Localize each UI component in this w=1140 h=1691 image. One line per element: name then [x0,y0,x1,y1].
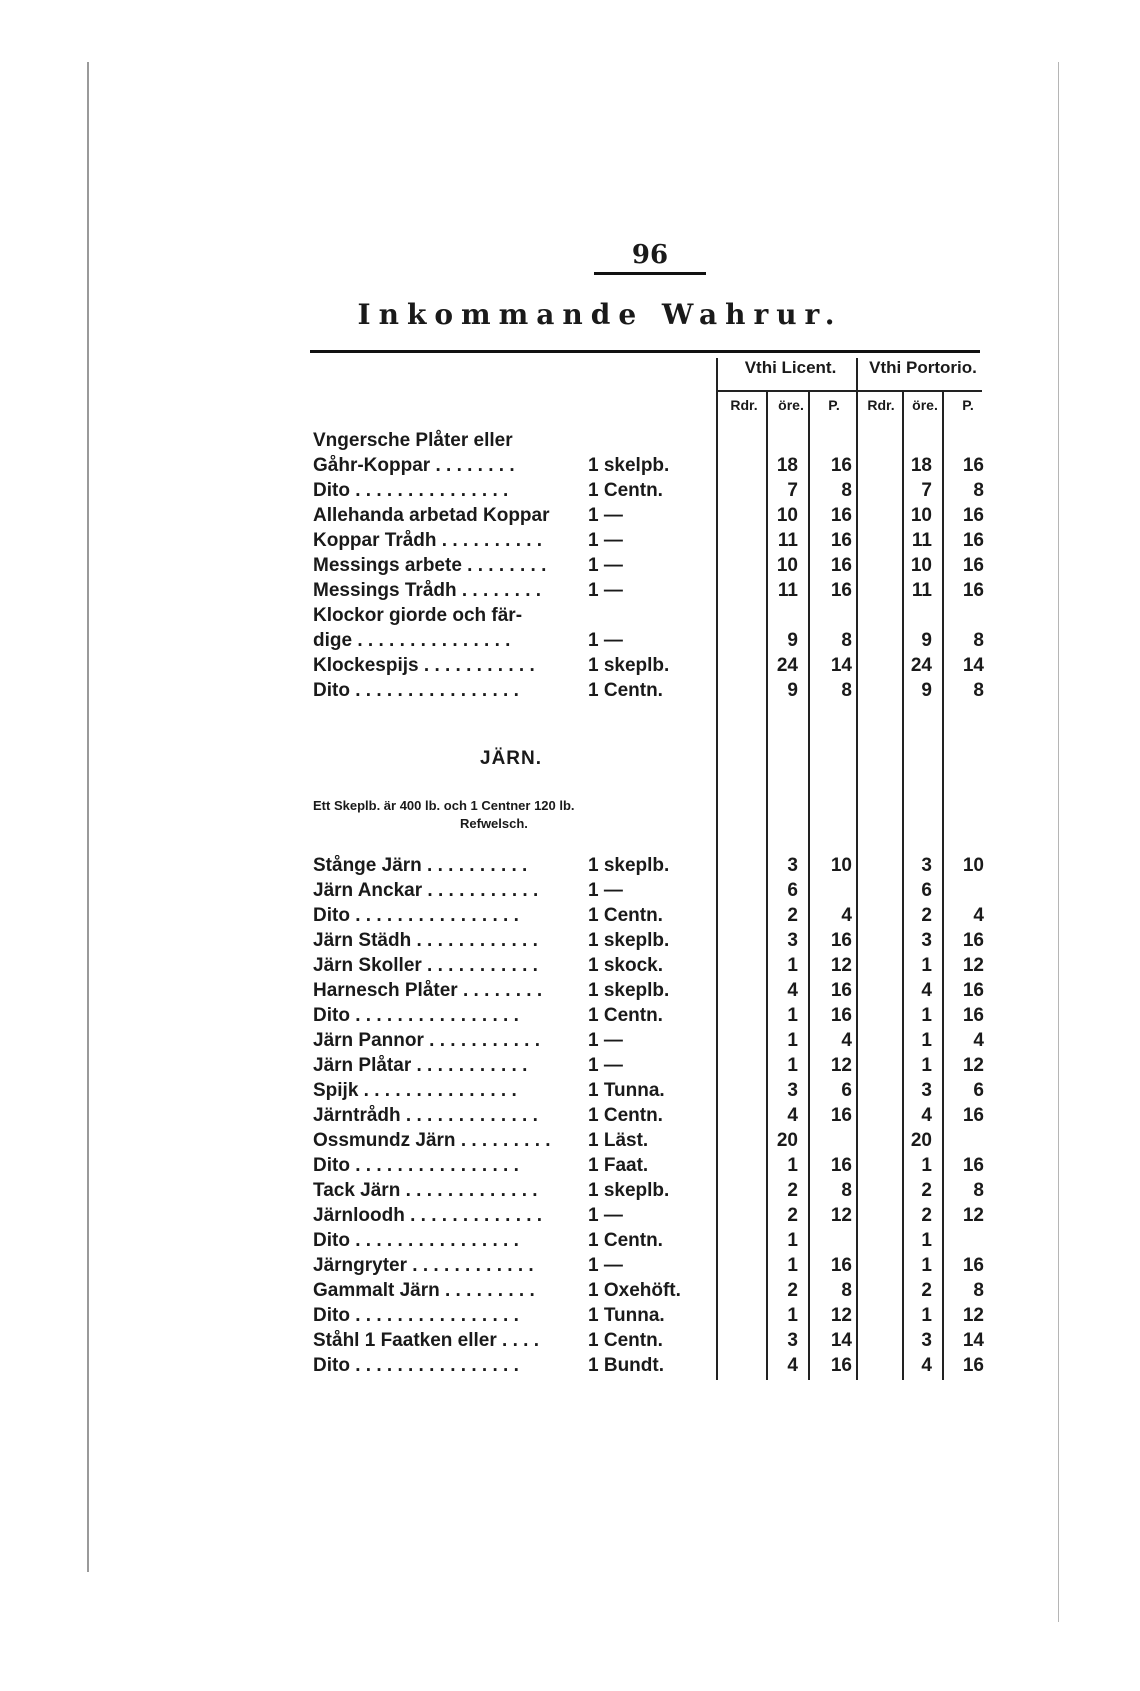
portorio-ore: 24 [910,655,932,676]
item-quantity: 1 Faat. [588,1155,649,1176]
item-name: Ståhl 1 Faatken eller . . . . [313,1330,539,1351]
licent-ore: 1 [787,1155,798,1176]
item-name: Spijk . . . . . . . . . . . . . . . [313,1080,517,1101]
portorio-ore: 1 [921,1030,932,1051]
item-name: Dito . . . . . . . . . . . . . . . . [313,1355,519,1376]
item-name: Dito . . . . . . . . . . . . . . . . [313,1230,519,1251]
item-quantity: 1 Centn. [588,480,663,501]
licent-ore: 4 [787,1105,798,1126]
licent-ore: 24 [776,655,798,676]
licent-ore: 7 [787,480,798,501]
portorio-ore: 9 [921,680,932,701]
page-number-rule [594,272,706,275]
header-vthi-licent: Vthi Licent. [744,358,837,377]
licent-ore: 2 [787,1280,798,1301]
licent-p: 12 [830,1205,852,1226]
licent-ore: 1 [787,1305,798,1326]
licent-p: 16 [830,1155,852,1176]
table-row [0,1280,1140,1305]
table-row [0,1205,1140,1230]
clocks-heading-text: Klockor giorde och fär- [313,605,523,626]
item-name: Järn Plåtar . . . . . . . . . . . [313,1055,528,1076]
note-line-1: Ett Skeplb. är 400 lb. och 1 Centner 120 lb. [313,798,575,813]
portorio-p: 16 [962,1355,984,1376]
item-quantity: 1 — [588,880,623,901]
header-vthi-portorio: Vthi Portorio. [869,358,977,377]
header-portorio-ore: öre. [912,397,938,413]
licent-p: 16 [830,505,852,526]
licent-p: 16 [830,1255,852,1276]
item-quantity: 1 Centn. [588,1005,663,1026]
licent-p: 16 [830,1105,852,1126]
portorio-ore: 7 [921,480,932,501]
portorio-ore: 1 [921,1230,932,1251]
item-name: Koppar Trådh . . . . . . . . . . [313,530,543,551]
portorio-ore: 3 [921,1080,932,1101]
licent-p: 10 [830,855,852,876]
licent-ore: 10 [776,555,798,576]
licent-ore: 3 [787,1330,798,1351]
licent-p: 16 [830,1355,852,1376]
item-name: Järn Skoller . . . . . . . . . . . [313,955,538,976]
item-quantity: 1 skeplb. [588,930,670,951]
item-quantity: 1 — [588,1205,623,1226]
portorio-ore: 20 [910,1130,932,1151]
licent-p: 16 [830,555,852,576]
licent-p: 6 [841,1080,852,1101]
item-quantity: 1 skeplb. [588,980,670,1001]
table-row [0,1255,1140,1280]
item-name: Dito . . . . . . . . . . . . . . . . [313,1305,519,1326]
table-row [0,930,1140,955]
licent-p: 8 [841,1180,852,1201]
licent-p: 16 [830,455,852,476]
portorio-p: 8 [973,1280,984,1301]
portorio-p: 16 [962,530,984,551]
header-licent-ore: öre. [778,397,804,413]
item-name: Gåhr-Koppar . . . . . . . . [313,455,515,476]
portorio-ore: 1 [921,1155,932,1176]
item-quantity: 1 skeplb. [588,1180,670,1201]
portorio-ore: 9 [921,630,932,651]
header-licent-p: P. [828,397,840,413]
portorio-ore: 2 [921,905,932,926]
clocks-heading [0,605,1140,630]
licent-p: 4 [841,1030,852,1051]
table-row [0,580,1140,605]
item-quantity: 1 Centn. [588,680,663,701]
table-row [0,1005,1140,1030]
portorio-ore: 2 [921,1280,932,1301]
portorio-p: 16 [962,980,984,1001]
table-row [0,555,1140,580]
licent-ore: 3 [787,930,798,951]
copper-heading-text: Vngersche Plåter eller [313,430,513,451]
licent-ore: 4 [787,1355,798,1376]
item-name: Ossmundz Järn . . . . . . . . . [313,1130,551,1151]
licent-ore: 3 [787,855,798,876]
licent-p: 8 [841,630,852,651]
portorio-ore: 2 [921,1205,932,1226]
item-quantity: 1 — [588,1255,623,1276]
table-row [0,980,1140,1005]
portorio-p: 16 [962,1255,984,1276]
item-quantity: 1 Centn. [588,905,663,926]
portorio-p: 16 [962,555,984,576]
page-title: Inkommande Wahrur. [357,298,843,331]
portorio-ore: 6 [921,880,932,901]
item-name: Dito . . . . . . . . . . . . . . . . [313,1005,519,1026]
licent-ore: 1 [787,1230,798,1251]
portorio-p: 16 [962,1155,984,1176]
licent-p: 14 [830,1330,852,1351]
item-quantity: 1 Bundt. [588,1355,664,1376]
item-name: Järn Anckar . . . . . . . . . . . [313,880,539,901]
item-quantity: 1 Läst. [588,1130,649,1151]
item-quantity: 1 skelpb. [588,455,670,476]
section-heading-jarn: JÄRN. [480,748,543,769]
licent-ore: 20 [776,1130,798,1151]
item-quantity: 1 Centn. [588,1330,663,1351]
licent-ore: 9 [787,630,798,651]
portorio-ore: 4 [921,1355,932,1376]
table-row [0,1130,1140,1155]
portorio-p: 8 [973,480,984,501]
header-licent-rdr: Rdr. [730,397,758,413]
licent-ore: 10 [776,505,798,526]
portorio-p: 16 [962,1105,984,1126]
table-row [0,1305,1140,1330]
portorio-p: 10 [962,855,984,876]
item-name: Dito . . . . . . . . . . . . . . . . [313,1155,519,1176]
item-quantity: 1 skeplb. [588,855,670,876]
portorio-ore: 10 [910,555,932,576]
header-rule-portorio [858,390,982,392]
portorio-ore: 10 [910,505,932,526]
licent-p: 12 [830,1305,852,1326]
portorio-p: 16 [962,505,984,526]
table-row [0,680,1140,705]
copper-heading [0,430,1140,455]
licent-p: 12 [830,1055,852,1076]
portorio-p: 6 [973,1080,984,1101]
portorio-p: 14 [962,1330,984,1351]
table-row [0,1355,1140,1380]
title-rule [310,350,980,353]
table-row [0,1330,1140,1355]
item-name: Dito . . . . . . . . . . . . . . . [313,480,509,501]
licent-ore: 4 [787,980,798,1001]
item-name: Messings Trådh . . . . . . . . [313,580,542,601]
item-name: dige . . . . . . . . . . . . . . . [313,630,511,651]
item-quantity: 1 skock. [588,955,663,976]
item-name: Stånge Järn . . . . . . . . . . [313,855,528,876]
portorio-p: 4 [973,1030,984,1051]
item-name: Harnesch Plåter . . . . . . . . [313,980,543,1001]
licent-ore: 11 [777,580,798,601]
licent-p: 12 [830,955,852,976]
item-name: Järnloodh . . . . . . . . . . . . . [313,1205,543,1226]
licent-p: 4 [841,905,852,926]
portorio-ore: 2 [921,1180,932,1201]
page-edge-right [1058,62,1059,1622]
item-name: Järn Städh . . . . . . . . . . . . [313,930,538,951]
licent-ore: 1 [787,1255,798,1276]
item-quantity: 1 — [588,505,623,526]
portorio-ore: 3 [921,855,932,876]
portorio-ore: 4 [921,980,932,1001]
portorio-p: 8 [973,630,984,651]
portorio-p: 8 [973,680,984,701]
licent-p: 8 [841,680,852,701]
table-row [0,1155,1140,1180]
table-row [0,1080,1140,1105]
item-quantity: 1 — [588,580,623,601]
table-row [0,1180,1140,1205]
table-row [0,655,1140,680]
licent-ore: 6 [787,880,798,901]
licent-p: 16 [830,530,852,551]
portorio-p: 12 [962,1205,984,1226]
licent-p: 16 [830,980,852,1001]
item-quantity: 1 Tunna. [588,1305,665,1326]
item-quantity: 1 — [588,530,623,551]
table-row [0,1030,1140,1055]
item-quantity: 1 — [588,555,623,576]
item-quantity: 1 Centn. [588,1105,663,1126]
table-row [0,630,1140,655]
header-portorio-p: P. [962,397,974,413]
portorio-p: 4 [973,905,984,926]
item-quantity: 1 skeplb. [588,655,670,676]
licent-ore: 1 [787,1005,798,1026]
table-row [0,880,1140,905]
item-name: Dito . . . . . . . . . . . . . . . . [313,680,519,701]
item-name: Dito . . . . . . . . . . . . . . . . [313,905,519,926]
portorio-ore: 1 [921,1255,932,1276]
licent-ore: 1 [787,955,798,976]
portorio-p: 16 [962,455,984,476]
table-row [0,530,1140,555]
page-number: 96 [631,240,669,270]
portorio-ore: 4 [921,1105,932,1126]
portorio-ore: 1 [921,1055,932,1076]
licent-ore: 9 [787,680,798,701]
licent-ore: 11 [777,530,798,551]
table-row [0,855,1140,880]
item-name: Allehanda arbetad Koppar [313,505,550,526]
item-name: Messings arbete . . . . . . . . [313,555,547,576]
licent-ore: 2 [787,905,798,926]
licent-ore: 1 [787,1030,798,1051]
header-portorio-rdr: Rdr. [867,397,895,413]
item-quantity: 1 — [588,630,623,651]
table-row [0,480,1140,505]
table-row [0,455,1140,480]
note-line-2: Refwelsch. [460,816,528,831]
item-name: Tack Järn . . . . . . . . . . . . . [313,1180,538,1201]
licent-ore: 3 [787,1080,798,1101]
portorio-p: 8 [973,1180,984,1201]
portorio-ore: 11 [911,530,932,551]
portorio-p: 12 [962,955,984,976]
licent-ore: 2 [787,1205,798,1226]
item-name: Klockespijs . . . . . . . . . . . [313,655,535,676]
item-quantity: 1 Tunna. [588,1080,665,1101]
licent-p: 14 [830,655,852,676]
item-quantity: 1 Oxehöft. [588,1280,681,1301]
portorio-p: 14 [962,655,984,676]
item-quantity: 1 Centn. [588,1230,663,1251]
licent-ore: 18 [776,455,798,476]
licent-p: 8 [841,480,852,501]
item-name: Järngryter . . . . . . . . . . . . [313,1255,534,1276]
portorio-ore: 11 [911,580,932,601]
portorio-ore: 18 [910,455,932,476]
table-row [0,505,1140,530]
portorio-p: 16 [962,930,984,951]
portorio-p: 16 [962,580,984,601]
table-row [0,955,1140,980]
item-name: Gammalt Järn . . . . . . . . . [313,1280,535,1301]
portorio-p: 12 [962,1055,984,1076]
header-rule-licent [716,390,856,392]
table-row [0,1230,1140,1255]
item-quantity: 1 — [588,1055,623,1076]
item-name: Järn Pannor . . . . . . . . . . . [313,1030,540,1051]
licent-p: 8 [841,1280,852,1301]
portorio-ore: 3 [921,930,932,951]
licent-p: 16 [830,580,852,601]
licent-ore: 1 [787,1055,798,1076]
item-quantity: 1 — [588,1030,623,1051]
licent-p: 16 [830,930,852,951]
portorio-p: 16 [962,1005,984,1026]
portorio-p: 12 [962,1305,984,1326]
table-row [0,1055,1140,1080]
portorio-ore: 1 [921,1305,932,1326]
item-name: Järntrådh . . . . . . . . . . . . . [313,1105,538,1126]
licent-p: 16 [830,1005,852,1026]
table-row [0,905,1140,930]
portorio-ore: 3 [921,1330,932,1351]
licent-ore: 2 [787,1180,798,1201]
portorio-ore: 1 [921,955,932,976]
portorio-ore: 1 [921,1005,932,1026]
table-row [0,1105,1140,1130]
